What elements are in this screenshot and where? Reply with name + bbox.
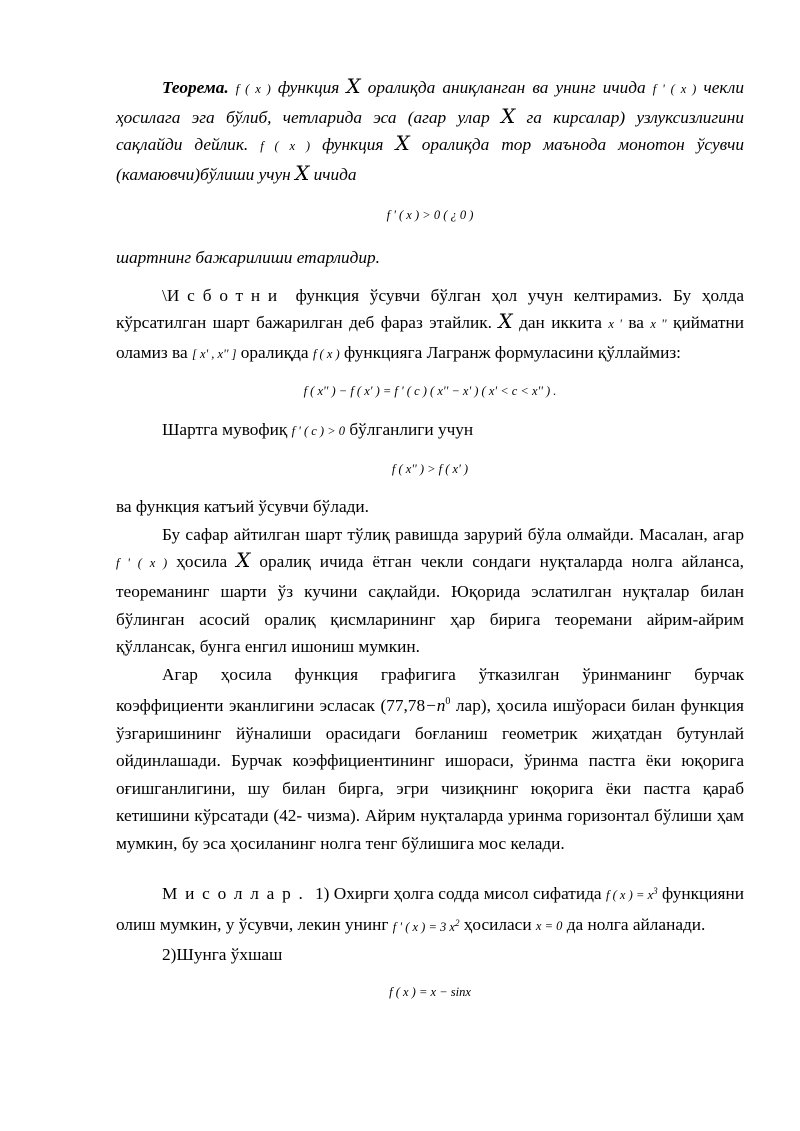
math-f-prime-x: f ' ( x )	[652, 82, 697, 96]
text-run: Бу сафар айтилган шарт тўлиқ равишда зарурий бўла олмайди. Масалан, агар	[162, 524, 744, 544]
math-expression: f ' ( x ) = 3 x	[392, 919, 455, 934]
math-superscript: 3	[653, 885, 658, 896]
text-run: га кирсалар) узлуксизлигини сақлайди дейлик.	[116, 107, 744, 155]
spacer	[116, 969, 744, 979]
text-run: функция ўсувчи бўлган ҳол учун келтирамиз. Бу ҳолда кўрсатилган шарт бажарилган деб фараз этайлик.	[116, 285, 744, 333]
math-f-x-cubed	[605, 885, 658, 902]
math-X: X	[395, 131, 410, 156]
math-f-prime-x: f ' ( x )	[116, 556, 168, 571]
formula-condition: f ' ( x ) > 0 ( ¿ 0 )	[386, 208, 474, 223]
text-run: оралиқда аниқланган ва унинг ичида	[360, 78, 653, 97]
text-run: қийматни оламиз ва	[116, 313, 744, 362]
text-run: лар), ҳосила ишўораси билан функция ўзгаришининг йўналиши орасидаги боғланиш геометрик жиҳатдан бутунлай ойдинлашади. Бурчак коэффициентининг ишораси, ўринма пастга ёки юқорига оғишганлигини, шу билан бирга, эгри чизиқнинг юқорига ёки пастга қараб кетишини кўрсатади (42- чизма). Айрим нуқталарда уринма горизонтал бўлиши ҳам мумкин, бу эса ҳосиланинг нолга тенг бўлишига мос келади.	[116, 696, 744, 854]
theorem-label: Теорема.	[162, 78, 229, 97]
text-run: оралиқда	[236, 342, 313, 362]
spacer	[116, 368, 744, 378]
formula-lagrange: f ( x'' ) − f ( x' ) = f ' ( c ) ( x'' − x' ) ( x' < c < x'' ) .	[303, 384, 557, 399]
math-X: X	[346, 74, 361, 98]
text-run: 1) Охирги ҳолга содда мисол сифатида	[310, 883, 606, 903]
text-run: функцияга Лагранж формуласини қўллаймиз:	[339, 342, 681, 362]
conclusion-text: ва функция катъий ўсувчи бўлади.	[116, 497, 369, 517]
math-expression: f ( x ) = x	[605, 887, 654, 902]
spacer	[116, 406, 744, 416]
math-superscript: 2	[454, 917, 460, 928]
text-run: ичида	[309, 164, 357, 184]
text-run: бўлганлиги учун	[345, 419, 474, 439]
text-run: ҳосила	[167, 552, 237, 572]
proof-label: Исботни	[166, 285, 285, 305]
math-f-x: f ( x )	[235, 82, 271, 96]
text-run: да нолга айланади.	[562, 915, 706, 935]
text-run: \	[162, 285, 167, 305]
math-derivative	[392, 917, 460, 934]
text-run: Агар ҳосила функция графигига ўтказилган ўринманинг бурчак коэффициенти эканлигини эсласак (77,78	[116, 664, 744, 716]
paragraph-geometric	[116, 661, 744, 858]
math-x-double-prime: x ''	[650, 317, 667, 332]
text-run: ва	[621, 313, 651, 333]
spacer	[116, 188, 744, 202]
math-X: X	[236, 548, 251, 573]
text-run: оралиқда тор маънода монотон ўсувчи (камаювчи)бўлиши учун	[116, 135, 745, 184]
text-run: ҳосиласи	[459, 915, 536, 935]
formula-x-minus-sinx: f ( x ) = x − sinx	[389, 984, 471, 999]
spacer	[116, 230, 744, 244]
math-f-x: f ( x )	[260, 139, 311, 154]
text-run: функция	[270, 78, 347, 97]
math-x-zero: x = 0	[535, 919, 563, 934]
text-run: дан иккита	[512, 313, 609, 333]
text-run: чекли ҳосилага эга бўлиб, четларида эса (агар улар	[116, 78, 744, 127]
spacer	[116, 446, 744, 456]
math-x-prime: x '	[608, 317, 622, 332]
text-run: Шартга мувофиқ	[162, 419, 292, 439]
text-run: функцияни олиш мумкин, у ўсувчи, лекин унинг	[116, 883, 744, 935]
examples-paragraph	[116, 878, 744, 942]
similar-text: 2)Шунга ўхшаш	[162, 945, 283, 965]
spacer	[116, 858, 744, 878]
math-f-x: f ( x )	[312, 346, 340, 361]
text-run: оралиқ ичида ётган чекли сондаги нуқталарда нолга айланса, теореманинг шарти ўз кучини сақлайди. Юқорида эслатилган нуқталар билан бўлинган асосий оралиқ қисмларининг ҳар бирига теоремани айрим-айрим қўллансак, бунга енгил ишониш мумкин.	[116, 552, 744, 657]
math-f-prime-c: f ' ( c ) > 0	[291, 423, 346, 438]
math-X: X	[498, 309, 513, 334]
spacer	[116, 483, 744, 493]
math-interval: [ x' , x'' ]	[191, 346, 237, 361]
text-run: функция	[310, 135, 396, 155]
math-n: −n	[425, 696, 446, 716]
formula-inequality: f ( x'' ) > f ( x' )	[391, 461, 469, 476]
math-superscript: 0	[445, 696, 451, 708]
document-page	[116, 74, 744, 1006]
proof-paragraph	[116, 282, 744, 369]
math-X: X	[500, 103, 516, 128]
condition-text: шартнинг бажарилиши етарлидир.	[116, 247, 380, 267]
examples-label: Мисоллар.	[162, 883, 311, 903]
paragraph-necessity	[116, 521, 744, 661]
theorem-paragraph	[116, 74, 744, 188]
spacer	[116, 272, 744, 282]
condition-paragraph	[116, 416, 744, 446]
math-X: X	[295, 160, 310, 185]
